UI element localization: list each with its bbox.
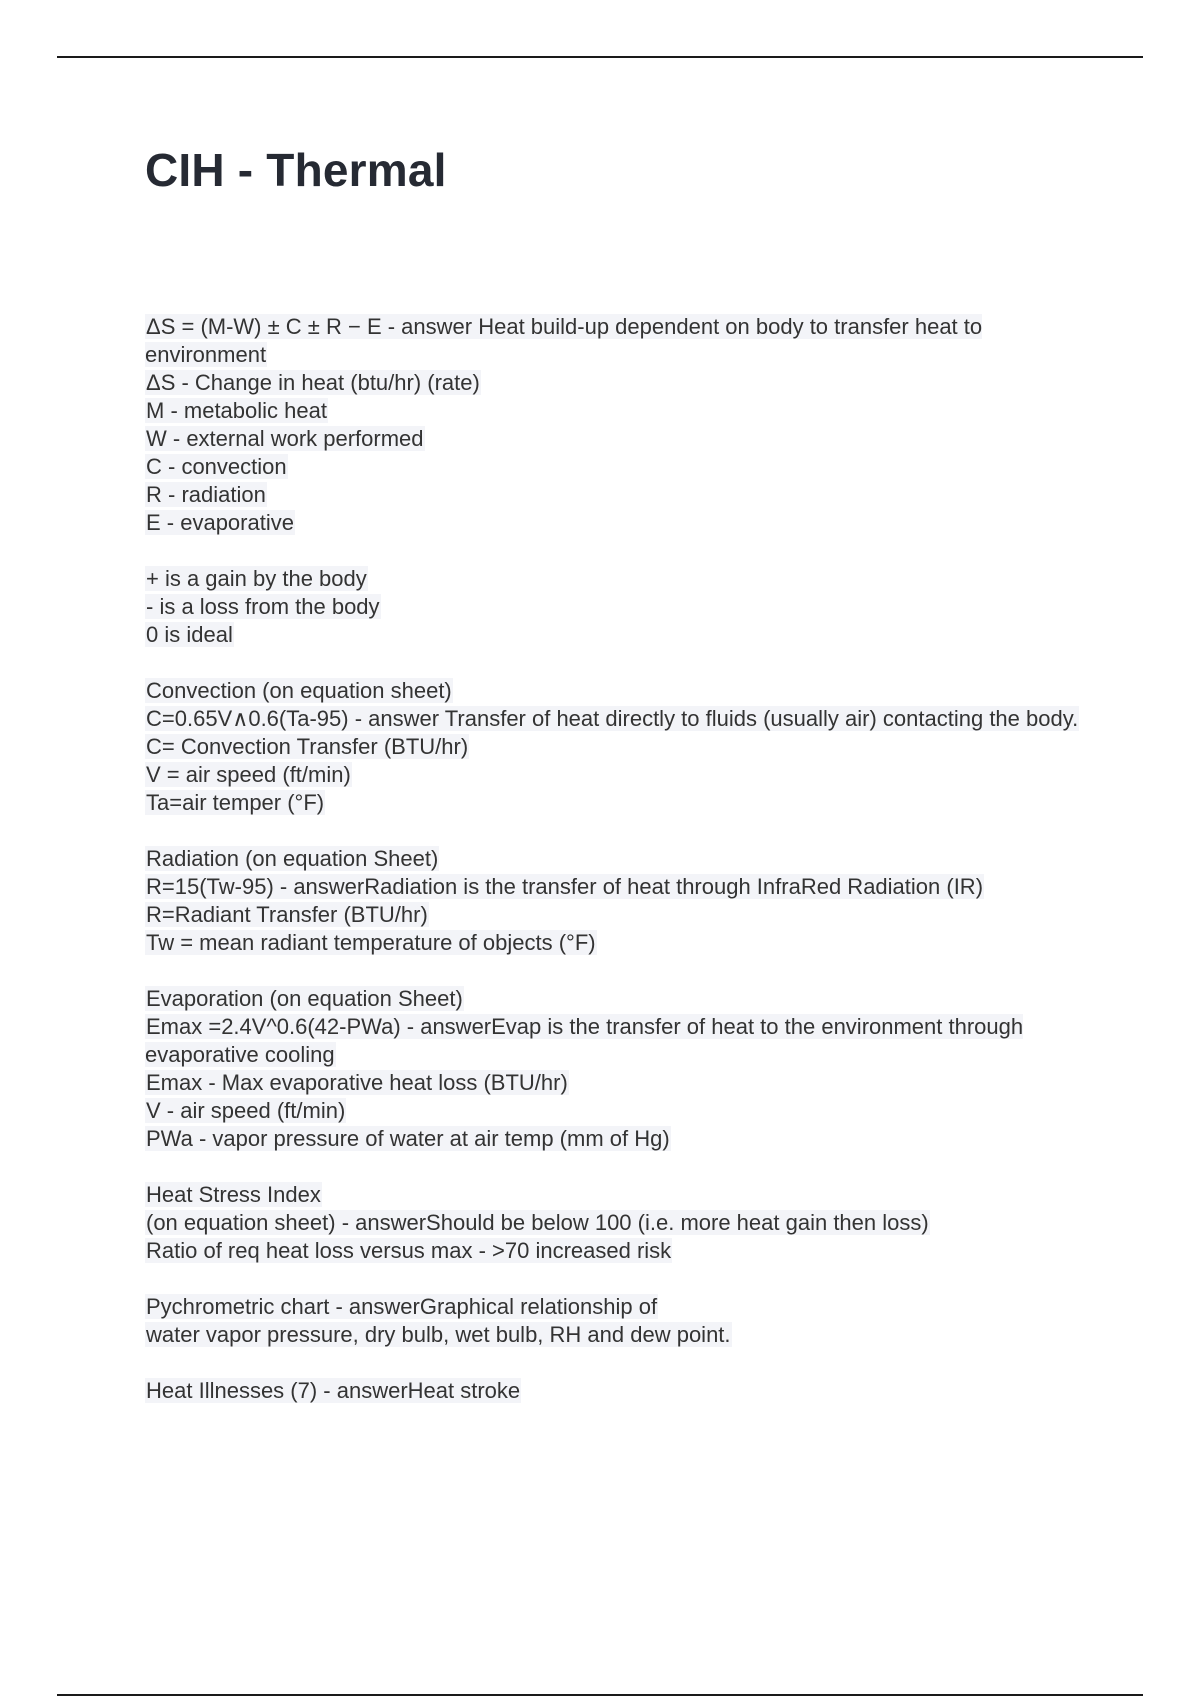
text-line: Tw = mean radiant temperature of objects (°F): [146, 930, 596, 955]
text-line: Ratio of req heat loss versus max - >70 increased risk: [146, 1238, 672, 1263]
text-line: Radiation (on equation Sheet): [146, 846, 439, 871]
heat-balance-block: [145, 313, 1085, 537]
heat-stress-index-block: [145, 1181, 1085, 1265]
text-line: 0 is ideal: [146, 622, 233, 647]
radiation-block: [145, 845, 1085, 957]
text-line: M - metabolic heat: [146, 398, 327, 423]
text-line: C= Convection Transfer (BTU/hr): [146, 734, 469, 759]
heat-illnesses-block: [145, 1377, 1085, 1405]
text-line: C - convection: [146, 454, 287, 479]
text-line: R - radiation: [146, 482, 266, 507]
text-line: - is a loss from the body: [146, 594, 380, 619]
text-line: C=0.65V∧0.6(Ta-95) - answer Transfer of heat directly to fluids (usually air) contacting the body.: [146, 706, 1079, 731]
text-line: R=15(Tw-95) - answerRadiation is the transfer of heat through InfraRed Radiation (IR): [146, 874, 984, 899]
text-line: ΔS - Change in heat (btu/hr) (rate): [146, 370, 480, 395]
text-line: V = air speed (ft/min): [146, 762, 351, 787]
sign-convention-block: [145, 565, 1085, 649]
psychrometric-chart-block: [145, 1293, 1085, 1349]
text-line: R=Radiant Transfer (BTU/hr): [146, 902, 428, 927]
text-line: Ta=air temper (°F): [146, 790, 325, 815]
page-title: CIH - Thermal: [145, 144, 447, 196]
text-line: ΔS = (M-W) ± C ± R − E - answer Heat build-up dependent on body to transfer heat to environment: [145, 314, 983, 367]
text-line: Emax =2.4V^0.6(42-PWa) - answerEvap is the transfer of heat to the environment through evaporative cooling: [145, 1014, 1024, 1067]
text-line: Evaporation (on equation Sheet): [146, 986, 463, 1011]
text-line: water vapor pressure, dry bulb, wet bulb, RH and dew point.: [146, 1322, 731, 1347]
text-line: Convection (on equation sheet): [146, 678, 452, 703]
text-line: PWa - vapor pressure of water at air temp (mm of Hg): [146, 1126, 670, 1151]
text-line: Pychrometric chart - answerGraphical relationship of: [146, 1294, 658, 1319]
text-line: Heat Illnesses (7) - answerHeat stroke: [146, 1378, 521, 1403]
document-body: [145, 313, 1085, 1433]
text-line: W - external work performed: [146, 426, 424, 451]
text-line: + is a gain by the body: [146, 566, 367, 591]
text-line: E - evaporative: [146, 510, 294, 535]
text-line: (on equation sheet) - answerShould be below 100 (i.e. more heat gain then loss): [146, 1210, 929, 1235]
convection-block: [145, 677, 1085, 817]
text-line: V - air speed (ft/min): [146, 1098, 346, 1123]
text-line: Emax - Max evaporative heat loss (BTU/hr): [146, 1070, 568, 1095]
text-line: Heat Stress Index: [146, 1182, 321, 1207]
evaporation-block: [145, 985, 1085, 1153]
top-rule: [57, 56, 1143, 58]
bottom-rule: [57, 1694, 1143, 1696]
